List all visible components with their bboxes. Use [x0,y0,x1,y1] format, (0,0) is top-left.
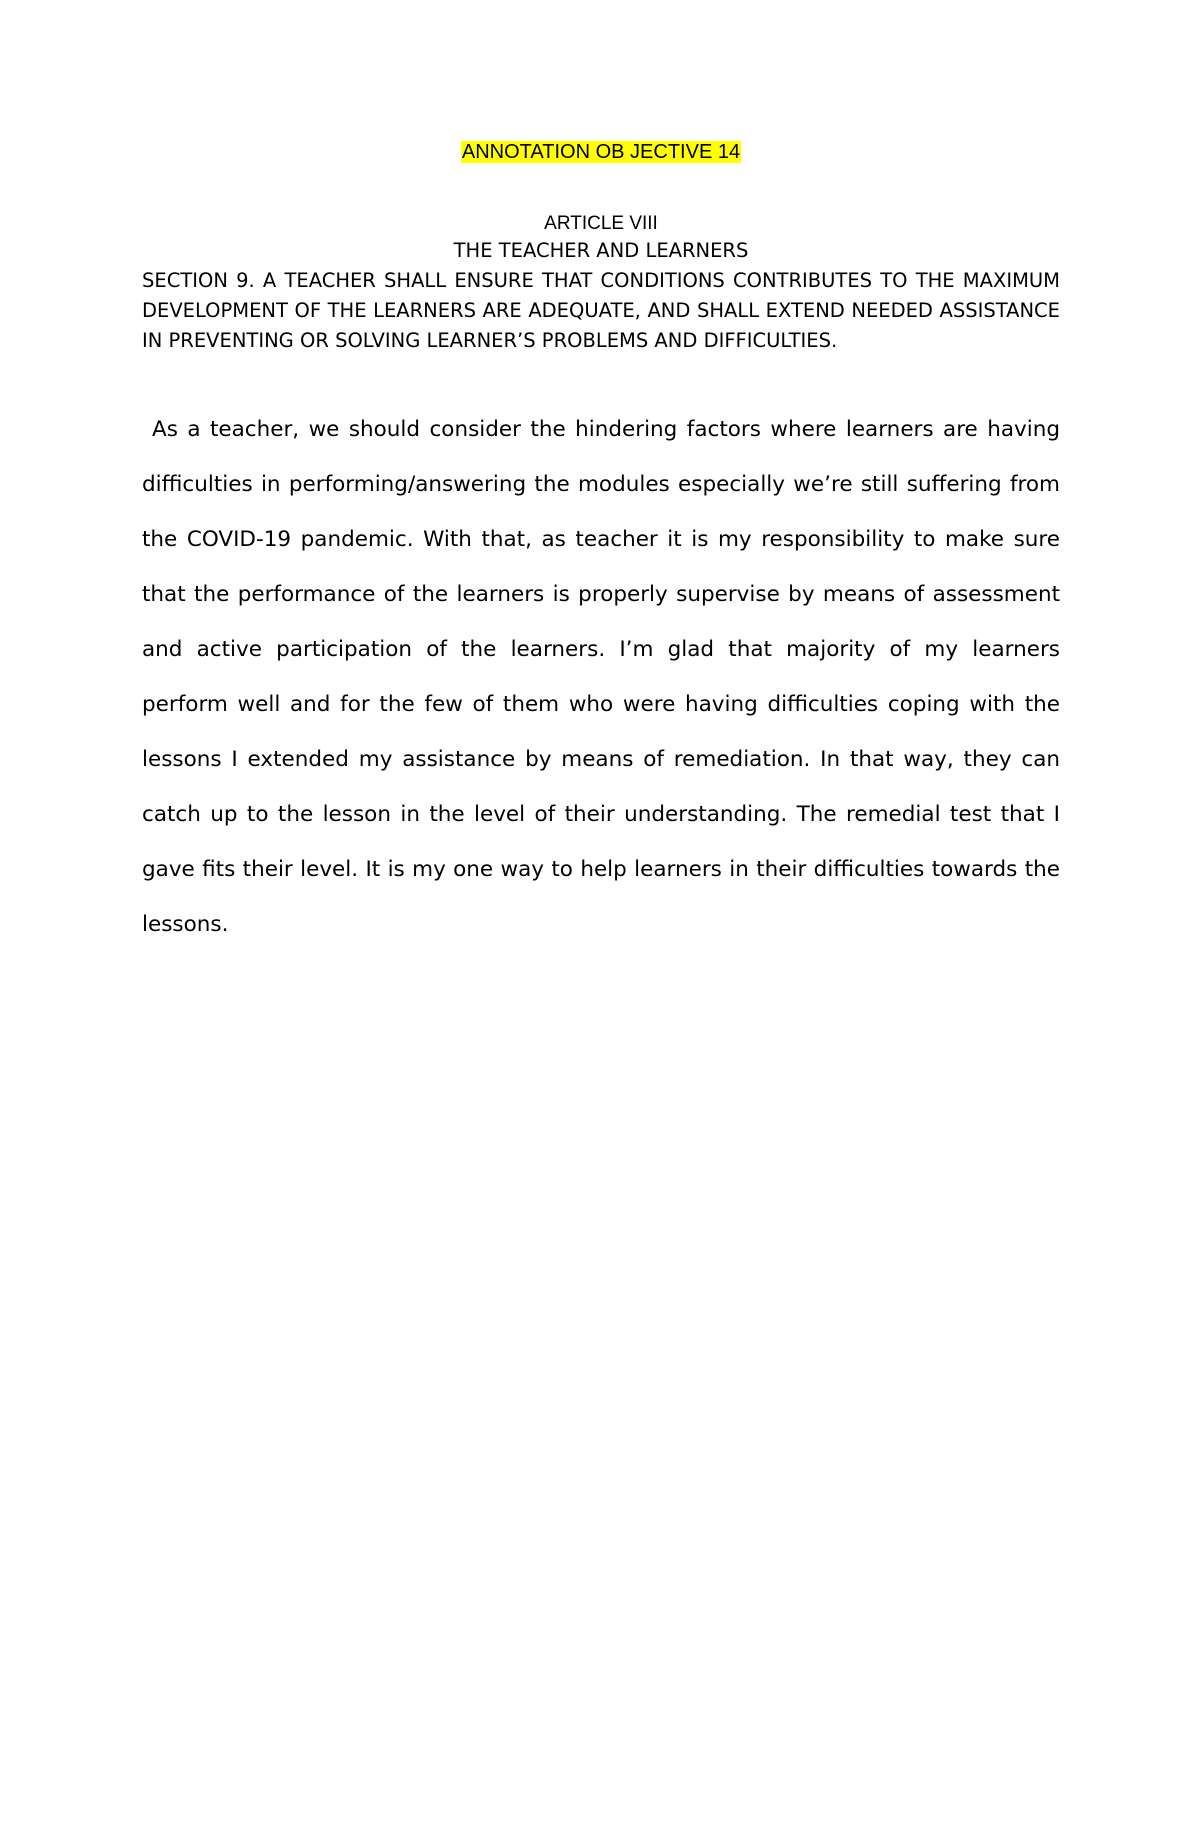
article-subtitle: THE TEACHER AND LEARNERS [453,239,749,262]
article-heading: ARTICLE VIII [544,213,658,234]
annotation-title-line [142,140,1060,164]
body-paragraph: As a teacher, we should consider the hindering factors where learners are having difficulties in performing/answering the modules especially we’re still suffering from the COVID-19 pandemic. With that, as teacher it is my responsibility to make sure that the performance of the learners is properly supervise by means of assessment and active participation of the learners. I’m glad that majority of my learners perform well and for the few of them who were having difficulties coping with the lessons I extended my assistance by means of remediation. In that way, they can catch up to the lesson in the level of their understanding. The remedial test that I gave fits their level. It is my one way to help learners in their difficulties towards the lessons. [142,417,1060,937]
document-content [142,140,1060,952]
annotation-title: ANNOTATION OB JECTIVE 14 [461,141,741,163]
spacer [142,164,1060,212]
section-heading: SECTION 9. A TEACHER SHALL ENSURE THAT CONDITIONS CONTRIBUTES TO THE MAXIMUM DEVELOPMENT OF THE LEARNERS ARE ADEQUATE, AND SHALL EXTEND NEEDED ASSISTANCE IN PREVENTING OR SOLVING LEARNER’S PROBLEMS AND DIFFICULTIES. [142,269,1060,352]
